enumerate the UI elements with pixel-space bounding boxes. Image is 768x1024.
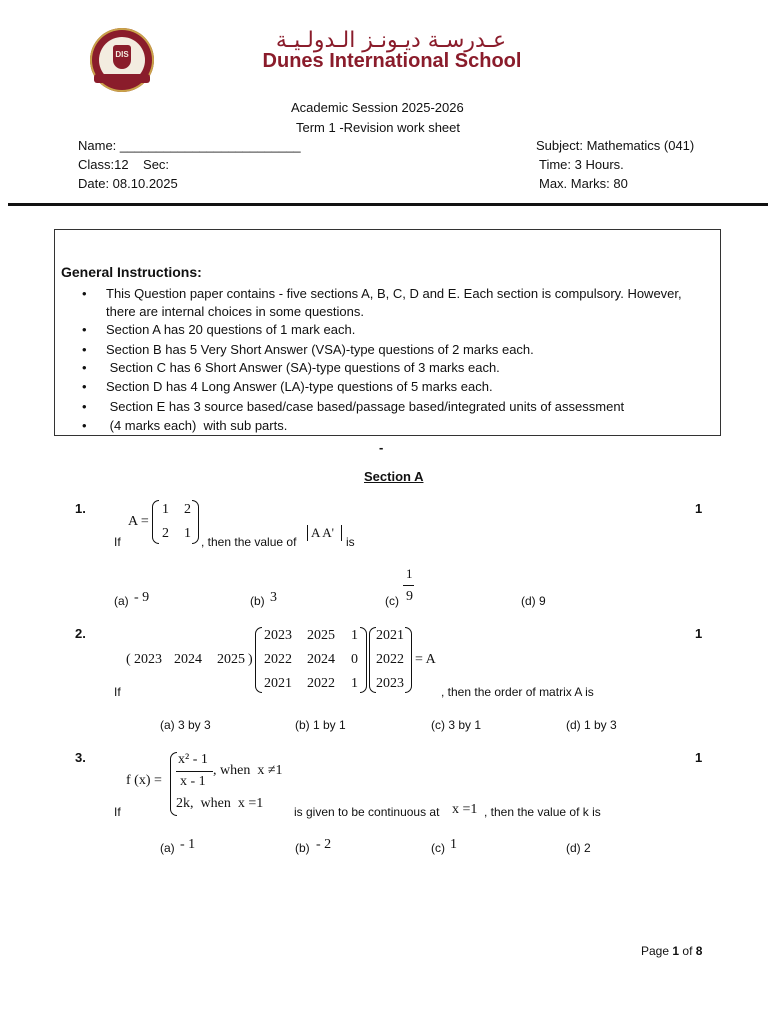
- q3-prefix: If: [114, 805, 121, 819]
- section-title: Section A: [364, 469, 424, 484]
- of-word: of: [682, 944, 693, 958]
- bullet: •: [82, 379, 87, 394]
- instruction-item: there are internal choices in some questions.: [106, 304, 364, 319]
- option-label: (c): [385, 594, 399, 608]
- matrix-cell: 2021: [264, 676, 292, 691]
- q1-suffix: is: [346, 535, 355, 549]
- matrix-bracket: [152, 500, 159, 544]
- subject-field: Subject: Mathematics (041): [536, 138, 695, 153]
- logo-text: DIS: [115, 50, 129, 59]
- matrix-bracket: [360, 627, 367, 693]
- question-mark: 1: [695, 501, 703, 516]
- question-number: 1.: [75, 501, 86, 516]
- option-label: (a): [160, 841, 175, 855]
- matrix-bracket: [192, 500, 199, 544]
- fraction-denominator: 9: [406, 589, 413, 604]
- page-word: Page: [641, 944, 670, 958]
- option-label: (c): [431, 841, 445, 855]
- matrix-cell: 2: [184, 502, 191, 517]
- matrix-bracket: [405, 627, 412, 693]
- q3-suffix: , then the value of k is: [484, 805, 601, 819]
- option-value: - 9: [134, 590, 150, 605]
- matrix-cell: 2024: [307, 652, 335, 667]
- question-number: 3.: [75, 750, 86, 765]
- bullet: •: [82, 322, 87, 337]
- option: (d) 1 by 3: [566, 718, 617, 732]
- bullet: •: [82, 286, 87, 301]
- q1-prefix: If: [114, 535, 121, 549]
- question-mark: 1: [695, 626, 703, 641]
- fraction-bar: [403, 585, 414, 586]
- q2-prefix: If: [114, 685, 121, 699]
- matrix-bracket: [369, 627, 376, 693]
- q2-rhs: = A: [415, 652, 436, 667]
- matrix-cell: 0: [351, 652, 358, 667]
- matrix-cell: 2025: [307, 628, 335, 643]
- separator-dash: -: [379, 440, 384, 455]
- piecewise-case: 2k, when x =1: [176, 796, 264, 811]
- option: (c) 3 by 1: [431, 718, 482, 732]
- option-value: 1: [450, 837, 457, 852]
- matrix-cell: 1: [351, 676, 358, 691]
- instruction-item: This Question paper contains - five sections A, B, C, D and E. Each section is compulsory. However,: [106, 286, 682, 301]
- option: (b) 1 by 1: [295, 718, 346, 732]
- instruction-item: (4 marks each) with sub parts.: [106, 418, 288, 433]
- row-vector-cell: 2025: [217, 652, 245, 667]
- matrix-cell: 2022: [264, 652, 292, 667]
- col-vector-cell: 2021: [376, 628, 404, 643]
- option-label: (b): [250, 594, 265, 608]
- piecewise-case: , when x ≠1: [213, 763, 283, 778]
- date-field: Date: 08.10.2025: [78, 176, 178, 191]
- instruction-item: Section D has 4 Long Answer (LA)-type questions of 5 marks each.: [106, 379, 493, 394]
- instructions-title: General Instructions:: [61, 264, 202, 280]
- option-value: 3: [270, 590, 277, 605]
- school-logo: [90, 28, 154, 92]
- q3-at: x =1: [452, 802, 478, 817]
- matrix-cell: 1: [162, 502, 169, 517]
- time-field: Time: 3 Hours.: [539, 157, 624, 172]
- bullet: •: [82, 418, 87, 433]
- page-number: 1: [672, 944, 680, 958]
- matrix-bracket: [255, 627, 262, 693]
- class-section: Class:12 Sec:: [78, 157, 170, 172]
- q3-middle: is given to be continuous at: [294, 805, 440, 819]
- page-total: 8: [695, 944, 703, 958]
- question-number: 2.: [75, 626, 86, 641]
- matrix-cell: 2022: [307, 676, 335, 691]
- det-bar: [341, 525, 342, 541]
- instruction-item: Section B has 5 Very Short Answer (VSA)-type questions of 2 marks each.: [106, 342, 534, 357]
- matrix-cell: 1: [351, 628, 358, 643]
- academic-session: Academic Session 2025-2026: [291, 100, 464, 115]
- bullet: •: [82, 342, 87, 357]
- page-indicator: [641, 944, 702, 958]
- option-label: (b): [295, 841, 310, 855]
- option-label: (d) 9: [521, 594, 546, 608]
- instruction-item: Section C has 6 Short Answer (SA)-type questions of 3 marks each.: [106, 360, 500, 375]
- option-label: (d) 2: [566, 841, 591, 855]
- row-vector-cell: 2023: [134, 652, 162, 667]
- bullet: •: [82, 399, 87, 414]
- fraction-bar: [176, 771, 213, 772]
- col-vector-cell: 2023: [376, 676, 404, 691]
- det-bar: [307, 525, 308, 541]
- fraction-numerator: x² - 1: [178, 752, 208, 767]
- school-name: Dunes International School: [262, 50, 522, 72]
- option-value: - 2: [316, 837, 332, 852]
- max-marks-field: Max. Marks: 80: [539, 176, 628, 191]
- fraction-numerator: 1: [406, 566, 413, 581]
- matrix-cell: 2: [162, 526, 169, 541]
- q1-det-expr: A A': [311, 525, 334, 540]
- col-vector-cell: 2022: [376, 652, 404, 667]
- fraction-denominator: x - 1: [180, 774, 206, 789]
- q1-middle: , then the value of: [201, 535, 297, 549]
- question-mark: 1: [695, 750, 703, 765]
- option-value: - 1: [180, 837, 196, 852]
- matrix-cell: 1: [184, 526, 191, 541]
- instruction-item: Section A has 20 questions of 1 mark each.: [106, 322, 356, 337]
- option: (a) 3 by 3: [160, 718, 211, 732]
- term-title: Term 1 -Revision work sheet: [296, 120, 460, 135]
- q2-suffix: , then the order of matrix A is: [441, 685, 594, 699]
- school-name-arabic: عـدرسـة ديـونـز الـدولـيـة: [275, 28, 507, 53]
- name-field: Name: _________________________: [78, 138, 301, 153]
- instruction-item: Section E has 3 source based/case based/passage based/integrated units of assessment: [106, 399, 625, 414]
- option-label: (a): [114, 594, 129, 608]
- row-vector-cell: 2024: [174, 652, 202, 667]
- header-rule: [8, 203, 768, 206]
- q1-lhs: A =: [128, 514, 149, 529]
- matrix-cell: 2023: [264, 628, 292, 643]
- q3-lhs: f (x) =: [126, 773, 162, 788]
- bullet: •: [82, 360, 87, 375]
